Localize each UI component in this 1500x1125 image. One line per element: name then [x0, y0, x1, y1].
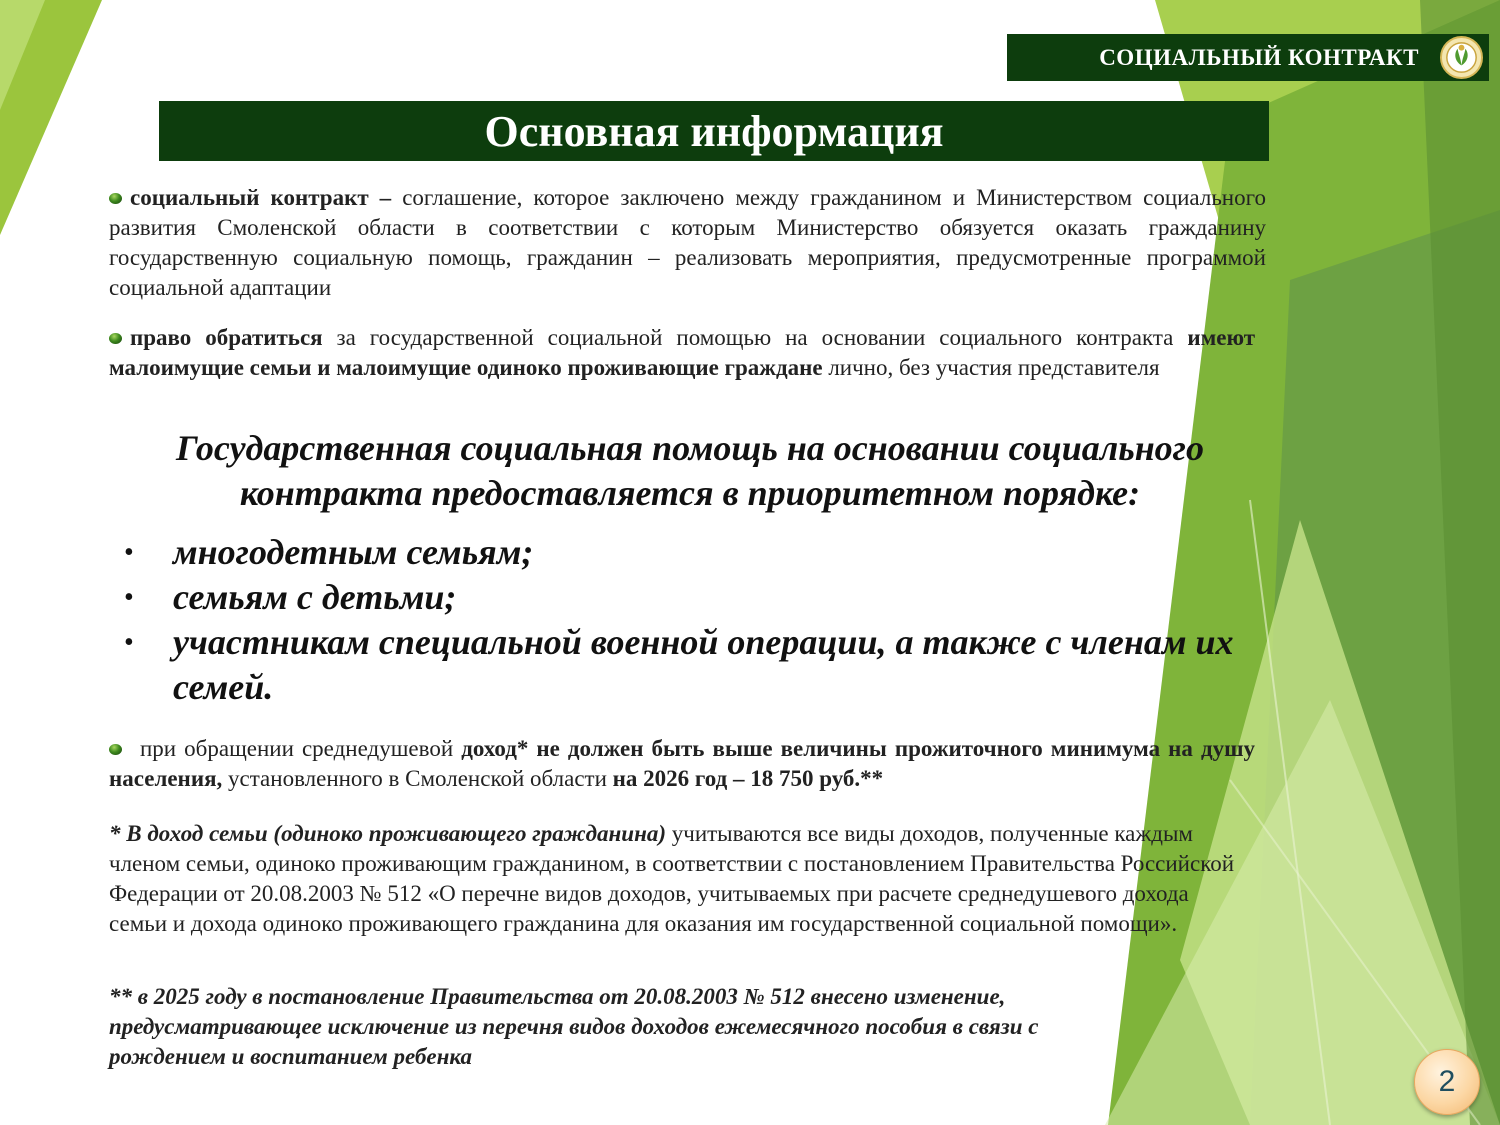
definition-term: социальный контракт – [130, 185, 392, 210]
bullet-dot-icon [109, 333, 122, 344]
right-text-1: за государственной социальной помощью на основании социального контракта [322, 325, 1188, 350]
bullet-dot-icon [109, 744, 122, 755]
list-item-text: семьям с детьми; [173, 577, 457, 617]
list-item [120, 530, 1250, 575]
brand-bar [1007, 34, 1489, 81]
income-text-1: при обращении среднедушевой [140, 736, 462, 761]
right-text-2: лично, без участия представителя [822, 355, 1160, 380]
right-to-apply-paragraph [109, 323, 1255, 383]
list-item [120, 620, 1250, 710]
income-paragraph [109, 734, 1255, 794]
income-bold-1: доход* не должен быть выше величины прожиточного минимума на душу населения, [109, 736, 1255, 791]
right-term: право обратиться [130, 325, 323, 350]
brand-label: СОЦИАЛЬНЫЙ КОНТРАКТ [1099, 44, 1419, 70]
list-bullet: • [124, 627, 134, 658]
list-item-text: многодетным семьям; [173, 532, 534, 572]
priority-heading: Государственная социальная помощь на основании социального контракта предоставляется в приоритетном порядке: [176, 428, 1204, 513]
bullet-dot-icon [109, 193, 122, 204]
page-number-badge: 2 [1414, 1049, 1480, 1115]
income-bold-2: на 2026 год – 18 750 руб.** [612, 766, 884, 791]
footnote-income-definition [109, 819, 1249, 939]
emblem-icon [1440, 36, 1483, 79]
list-item [120, 575, 1250, 620]
list-item-text: участникам специальной военной операции, а также с членам их семей. [173, 622, 1234, 707]
page-title: Основная информация [159, 101, 1269, 161]
list-bullet: • [124, 537, 134, 568]
definition-text: соглашение, которое заключено между гражданином и Министерством социального развития Смоленской области в соответствии с которым Министерство обязуется оказать гражданину государственную социальную помощь, гражданин – реализовать мероприятия, предусмотренные программой социальной адаптации [109, 185, 1266, 300]
priority-list [120, 530, 1250, 710]
footnote1-lead: * В доход семьи (одиноко проживающего гражданина) [109, 821, 666, 846]
income-text-2: установленного в Смоленской области [222, 766, 613, 791]
definition-paragraph [109, 183, 1266, 303]
footnote-amendment: ** в 2025 году в постановление Правительства от 20.08.2003 № 512 внесено изменение, предусматривающее исключение из перечня видов доходов ежемесячного пособия в связи с рождением и воспитанием ребенка [109, 984, 1039, 1069]
right-bold-2: имеют малоимущие семьи и малоимущие одиноко проживающие граждане [109, 325, 1256, 380]
list-bullet: • [124, 582, 134, 613]
footnote1-text: учитываются все виды доходов, полученные каждым членом семьи, одиноко проживающим гражданином, в соответствии с постановлением Правительства Российской Федерации от 20.08.2003 № 512 «О перечне видов доходов, учитываемых при расчете среднедушевого дохода семьи и дохода одиноко проживающего гражданина для оказания им государственной социальной помощи». [109, 821, 1235, 936]
